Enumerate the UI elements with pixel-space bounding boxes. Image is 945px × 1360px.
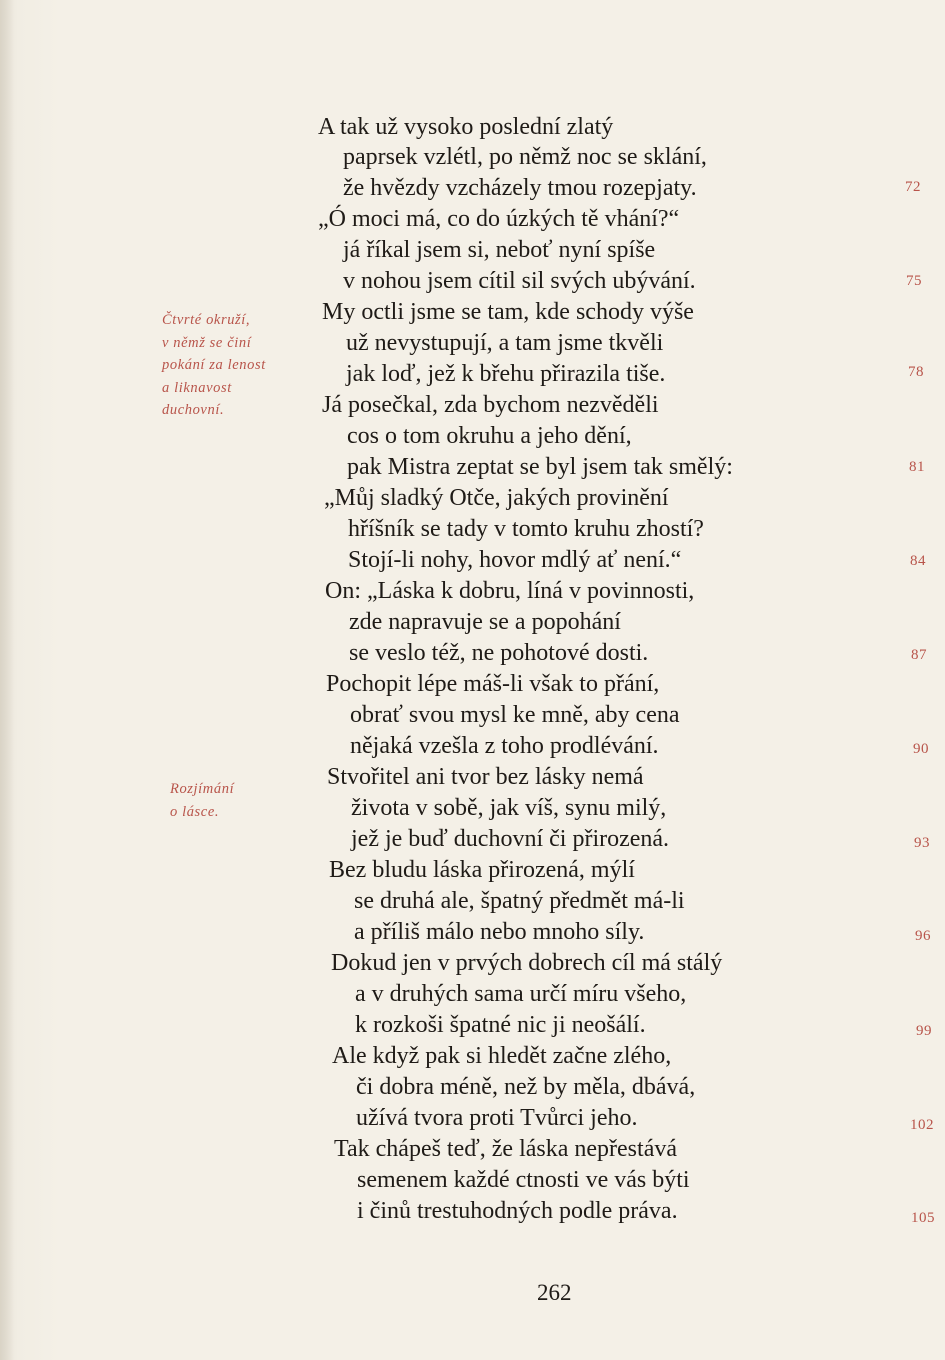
sidenote-line: pokání za lenost bbox=[162, 357, 266, 373]
verse-line: obrať svou mysl ke mně, aby cena bbox=[350, 702, 680, 728]
verse-line: Bez bludu láska přirozená, mýlí bbox=[329, 857, 635, 883]
verse-line: či dobra méně, než by měla, dbává, bbox=[356, 1074, 696, 1100]
sidenote-line: duchovní. bbox=[162, 402, 225, 418]
verse-line: Stvořitel ani tvor bez lásky nemá bbox=[327, 764, 644, 790]
line-number: 102 bbox=[910, 1117, 934, 1133]
verse-line: jež je buď duchovní či přirozená. bbox=[351, 826, 670, 852]
verse-line: se druhá ale, špatný předmět má-li bbox=[354, 888, 685, 914]
verse-line: zde napravuje se a popohání bbox=[349, 609, 621, 635]
line-number: 81 bbox=[909, 459, 925, 475]
verse-line: semenem každé ctnosti ve vás býti bbox=[357, 1167, 690, 1193]
line-number: 75 bbox=[906, 273, 922, 289]
sidenote-line: o lásce. bbox=[170, 803, 220, 820]
sidenote-sloth bbox=[162, 309, 266, 422]
verse-line: v nohou jsem cítil sil svých ubývání. bbox=[343, 268, 696, 294]
verse-line: Stojí-li nohy, hovor mdlý ať není.“ bbox=[348, 547, 682, 573]
verse-line: k rozkoši špatné nic ji neošálí. bbox=[355, 1012, 646, 1038]
verse-line: nějaká vzešla z toho prodlévání. bbox=[350, 733, 659, 759]
sidenote-line: a liknavost bbox=[162, 379, 232, 396]
verse-line: Tak chápeš teď, že láska nepřestává bbox=[334, 1136, 677, 1162]
line-number: 87 bbox=[911, 647, 927, 663]
verse-line: My octli jsme se tam, kde schody výše bbox=[322, 299, 694, 325]
line-number: 72 bbox=[905, 179, 921, 195]
verse-line: jak loď, jež k břehu přirazila tiše. bbox=[346, 361, 666, 387]
verse-line: „Můj sladký Otče, jakých provinění bbox=[324, 485, 669, 511]
line-number: 96 bbox=[915, 928, 931, 944]
gutter-shadow bbox=[0, 0, 14, 1360]
verse-line: že hvězdy vzcházely tmou rozepjaty. bbox=[343, 175, 697, 201]
verse-line: i činů trestuhodných podle práva. bbox=[357, 1198, 678, 1224]
verse-line: a v druhých sama určí míru všeho, bbox=[355, 981, 687, 1007]
verse-line: Dokud jen v prvých dobrech cíl má stálý bbox=[331, 950, 723, 976]
verse-line: Ale když pak si hledět začne zlého, bbox=[332, 1043, 672, 1069]
sidenote-line: Čtvrté okruží, bbox=[162, 312, 251, 328]
verse-line: paprsek vzlétl, po němž noc se sklání, bbox=[343, 144, 707, 170]
sidenote-love bbox=[170, 778, 234, 823]
verse-line: On: „Láska k dobru, líná v povinnosti, bbox=[325, 578, 695, 604]
verse-line: a příliš málo nebo mnoho síly. bbox=[354, 919, 645, 945]
line-number: 90 bbox=[913, 741, 929, 757]
verse-line: Pochopit lépe máš-li však to přání, bbox=[326, 671, 660, 697]
page-number: 262 bbox=[537, 1280, 572, 1305]
verse-line: cos o tom okruhu a jeho dění, bbox=[347, 423, 632, 449]
verse-line: Já posečkal, zda bychom nezvěděli bbox=[322, 392, 659, 418]
verse-line: A tak už vysoko poslední zlatý bbox=[318, 114, 614, 140]
line-number: 105 bbox=[911, 1210, 935, 1226]
sidenote-line: Rozjímání bbox=[170, 781, 235, 797]
line-number: 93 bbox=[914, 835, 930, 851]
verse-line: se veslo též, ne pohotové dosti. bbox=[349, 640, 649, 666]
line-number: 99 bbox=[916, 1023, 932, 1039]
line-number: 78 bbox=[908, 364, 924, 380]
line-number: 84 bbox=[910, 553, 926, 569]
sidenote-line: v němž se činí bbox=[162, 334, 252, 351]
verse-line: užívá tvora proti Tvůrci jeho. bbox=[356, 1105, 638, 1131]
verse-line: „Ó moci má, co do úzkých tě vhání?“ bbox=[318, 206, 680, 232]
verse-line: života v sobě, jak víš, synu milý, bbox=[351, 795, 667, 821]
verse-line: už nevystupují, a tam jsme tkvěli bbox=[346, 330, 664, 356]
verse-line: pak Mistra zeptat se byl jsem tak smělý: bbox=[347, 454, 733, 480]
verse-line: já říkal jsem si, neboť nyní spíše bbox=[343, 237, 656, 263]
verse-line: hříšník se tady v tomto kruhu zhostí? bbox=[348, 516, 704, 542]
